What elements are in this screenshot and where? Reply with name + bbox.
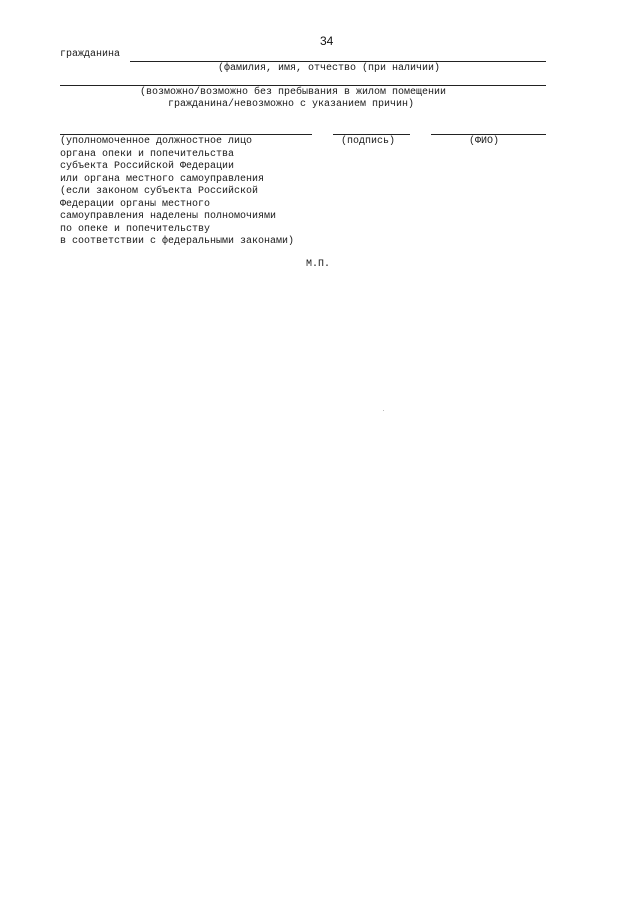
- scan-speck: [383, 410, 384, 411]
- possibility-line: [60, 85, 546, 86]
- page-number: 34: [320, 34, 334, 48]
- official-caption-line: или органа местного самоуправления: [60, 173, 265, 185]
- official-caption-line: субъекта Российской Федерации: [60, 161, 235, 172]
- official-caption-line: по опеке и попечительству: [60, 223, 211, 235]
- fio-caption: (ФИО): [469, 136, 500, 147]
- name-caption: (фамилия, имя, отчество (при наличии): [218, 63, 441, 74]
- official-line: [60, 134, 312, 135]
- fio-line: [431, 134, 546, 135]
- signature-line: [333, 134, 410, 135]
- official-caption-line: (уполномоченное должностное лицо: [60, 136, 253, 147]
- citizen-name-line: [130, 61, 546, 62]
- official-caption: [60, 136, 294, 249]
- possibility-caption-line2: гражданина/невозможно с указанием причин): [168, 99, 415, 110]
- citizen-label: гражданина: [60, 49, 121, 60]
- signature-caption: (подпись): [341, 136, 396, 147]
- official-caption-line: самоуправления наделены полномочиями: [60, 211, 277, 222]
- stamp-label: М.П.: [306, 259, 331, 270]
- official-caption-line: Федерации органы местного: [60, 198, 211, 210]
- possibility-caption-line1: (возможно/возможно без пребывания в жилом помещении: [140, 87, 447, 98]
- official-caption-line: в соответствии с федеральными законами): [60, 236, 295, 247]
- official-caption-line: (если законом субъекта Российской: [60, 186, 259, 197]
- official-caption-line: органа опеки и попечительства: [60, 148, 235, 160]
